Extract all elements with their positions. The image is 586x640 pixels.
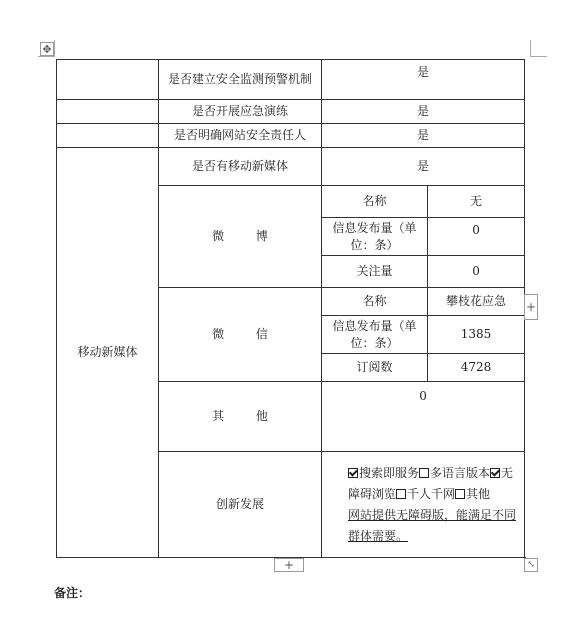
responsible-value: 是	[322, 124, 525, 148]
other-value: 0	[322, 382, 525, 452]
option-multilingual[interactable]: 多语言版本	[419, 466, 490, 480]
wechat-name-value: 攀枝花应急	[428, 288, 525, 316]
table-row	[57, 100, 525, 124]
blank-cell	[57, 100, 159, 124]
checkbox-unchecked-icon[interactable]	[455, 489, 465, 499]
remark-label: 备注：	[54, 586, 91, 600]
innovation-content	[322, 452, 525, 558]
monitoring-label: 是否建立安全监测预警机制	[159, 60, 322, 100]
drill-value: 是	[322, 100, 525, 124]
innovation-note: 网站提供无障碍版，能满足不同群体需要。	[348, 507, 517, 543]
has-mobile-value: 是	[322, 148, 525, 186]
innovation-options	[348, 463, 518, 505]
website-report-table	[56, 59, 525, 558]
mobile-media-label: 移动新媒体	[57, 148, 159, 558]
wechat-posts-label: 信息发布量（单位：条）	[322, 316, 428, 354]
weibo-label: 微 博	[159, 186, 322, 288]
wechat-posts-value: 1385	[428, 316, 525, 354]
option-accessibility[interactable]: 无障碍浏览	[348, 465, 514, 501]
option-search-as-service[interactable]: 搜索即服务	[348, 466, 419, 480]
table-resize-handle[interactable]: ⤡	[524, 558, 538, 572]
weibo-followers-value: 0	[428, 256, 525, 288]
crop-mark-top-right	[530, 40, 547, 57]
crop-mark-top-left	[38, 40, 55, 57]
blank-cell	[57, 60, 159, 100]
checkbox-checked-icon[interactable]	[490, 468, 500, 478]
wechat-subscribers-label: 订阅数	[322, 354, 428, 382]
wechat-name-label: 名称	[322, 288, 428, 316]
weibo-posts-value: 0	[428, 218, 525, 256]
responsible-label: 是否明确网站安全责任人	[159, 124, 322, 148]
option-other[interactable]: 其他	[455, 487, 490, 501]
weibo-followers-label: 关注量	[322, 256, 428, 288]
table-move-handle[interactable]: ✥	[40, 42, 54, 56]
monitoring-value: 是	[322, 60, 525, 100]
checkbox-checked-icon[interactable]	[348, 468, 358, 478]
weibo-posts-label: 信息发布量（单位：条）	[322, 218, 428, 256]
checkbox-unchecked-icon[interactable]	[419, 468, 429, 478]
add-row-button[interactable]: +	[274, 558, 304, 572]
has-mobile-label: 是否有移动新媒体	[159, 148, 322, 186]
checkbox-unchecked-icon[interactable]	[396, 489, 406, 499]
wechat-label: 微 信	[159, 288, 322, 382]
drill-label: 是否开展应急演练	[159, 100, 322, 124]
table-row	[57, 124, 525, 148]
wechat-subscribers-value: 4728	[428, 354, 525, 382]
add-column-button[interactable]: +	[524, 294, 538, 320]
other-label: 其 他	[159, 382, 322, 452]
blank-cell	[57, 124, 159, 148]
innovation-label: 创新发展	[159, 452, 322, 558]
table-row	[57, 60, 525, 100]
weibo-name-value: 无	[428, 186, 525, 218]
table-row	[57, 148, 525, 186]
weibo-name-label: 名称	[322, 186, 428, 218]
option-personalized[interactable]: 千人千网	[396, 487, 455, 501]
